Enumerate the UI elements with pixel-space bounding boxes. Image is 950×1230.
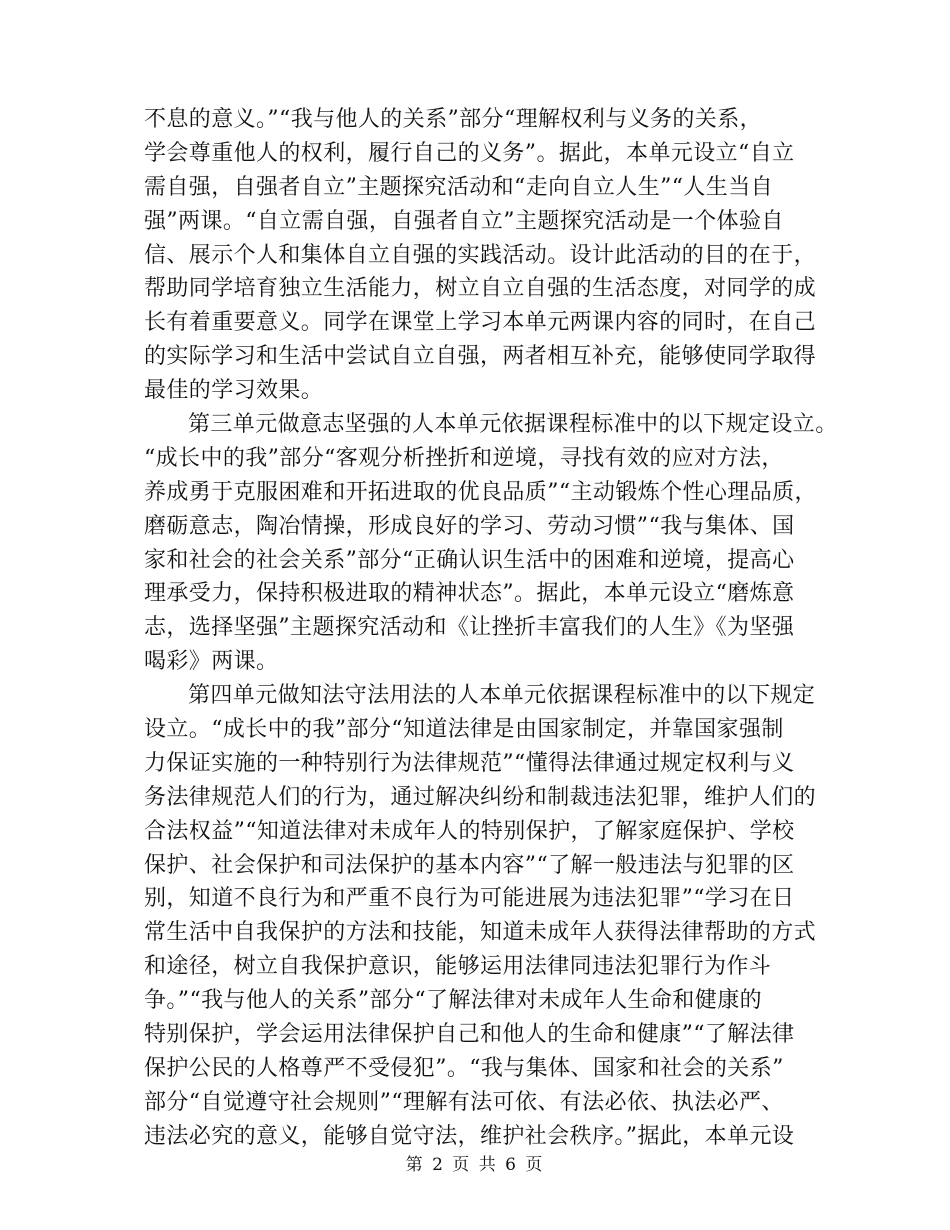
text-line: 磨砺意志，陶冶情操，形成良好的学习、劳动习惯”“我与集体、国 (144, 513, 795, 539)
text-line: 务法律规范人们的行为，通过解决纠纷和制裁违法犯罪，维护人们的 (144, 784, 817, 810)
page-number-footer: 第 2 页 共 6 页 (405, 1155, 545, 1175)
text-line: 保护公民的人格尊严不受侵犯”。“我与集体、国家和社会的关系” (144, 1055, 784, 1081)
text-line: 最佳的学习效果。 (144, 378, 324, 404)
text-line: 设立。“成长中的我”部分“知道法律是由国家制定，并靠国家强制 (144, 717, 784, 743)
text-line: 喝彩》两课。 (144, 649, 279, 675)
text-line: 合法权益”“知道法律对未成年人的特别保护，了解家庭保护、学校 (144, 818, 795, 844)
text-line: 别，知道不良行为和严重不良行为可能进展为违法犯罪”“学习在日 (144, 886, 795, 912)
text-line: 帮助同学培育独立生活能力，树立自立自强的生活态度，对同学的成 (144, 276, 817, 302)
text-line: 部分“自觉遵守社会规则”“理解有法可依、有法必依、执法必严、 (144, 1089, 784, 1115)
text-line: 争。”“我与他人的关系”部分“了解法律对未成年人生命和健康的 (144, 988, 762, 1014)
text-line: 学会尊重他人的权利，履行自己的义务”。据此，本单元设立“自立 (144, 140, 795, 166)
text-line: 家和社会的社会关系”部分“正确认识生活中的困难和逆境，提高心 (144, 547, 795, 573)
text-line: 志，选择坚强”主题探究活动和《让挫折丰富我们的人生》《为坚强 (144, 615, 795, 641)
text-line: 违法必究的意义，能够自觉守法，维护社会秩序。”据此，本单元设 (144, 1123, 795, 1149)
text-line: 保护、社会保护和司法保护的基本内容”“了解一般违法与犯罪的区 (144, 852, 795, 878)
text-line: 需自强，自强者自立”主题探究活动和“走向自立人生”“人生当自 (144, 174, 773, 200)
text-line: 强”两课。“自立需自强，自强者自立”主题探究活动是一个体验自 (144, 208, 784, 234)
text-line: 力保证实施的一种特别行为法律规范”“懂得法律通过规定权利与义 (144, 750, 795, 776)
text-line: 不息的意义。”“我与他人的关系”部分“理解权利与义务的关系， (144, 107, 762, 132)
text-line: 信、展示个人和集体自立自强的实践活动。设计此活动的目的在于， (144, 242, 817, 268)
text-line: 和途径，树立自我保护意识，能够运用法律同违法犯罪行为作斗 (144, 954, 772, 980)
text-line: 的实际学习和生活中尝试自立自强，两者相互补充，能够使同学取得 (144, 344, 817, 370)
document-body (144, 103, 838, 1154)
text-line: 养成勇于克服困难和开拓进取的优良品质”“主动锻炼个性心理品质， (144, 479, 817, 505)
paragraph-start-line: 第三单元做意志坚强的人本单元依据课程标准中的以下规定设立。 (188, 412, 838, 438)
text-line: 理承受力，保持积极进取的精神状态”。据此，本单元设立“磨炼意 (144, 581, 795, 607)
paragraph-start-line: 第四单元做知法守法用法的人本单元依据课程标准中的以下规定 (188, 683, 816, 709)
text-line: 常生活中自我保护的方法和技能，知道未成年人获得法律帮助的方式 (144, 920, 817, 946)
text-line: “成长中的我”部分“客观分析挫折和逆境，寻找有效的应对方法， (144, 445, 784, 471)
text-line: 长有着重要意义。同学在课堂上学习本单元两课内容的同时，在自己 (144, 310, 817, 336)
text-line: 特别保护，学会运用法律保护自己和他人的生命和健康”“了解法律 (144, 1022, 795, 1048)
